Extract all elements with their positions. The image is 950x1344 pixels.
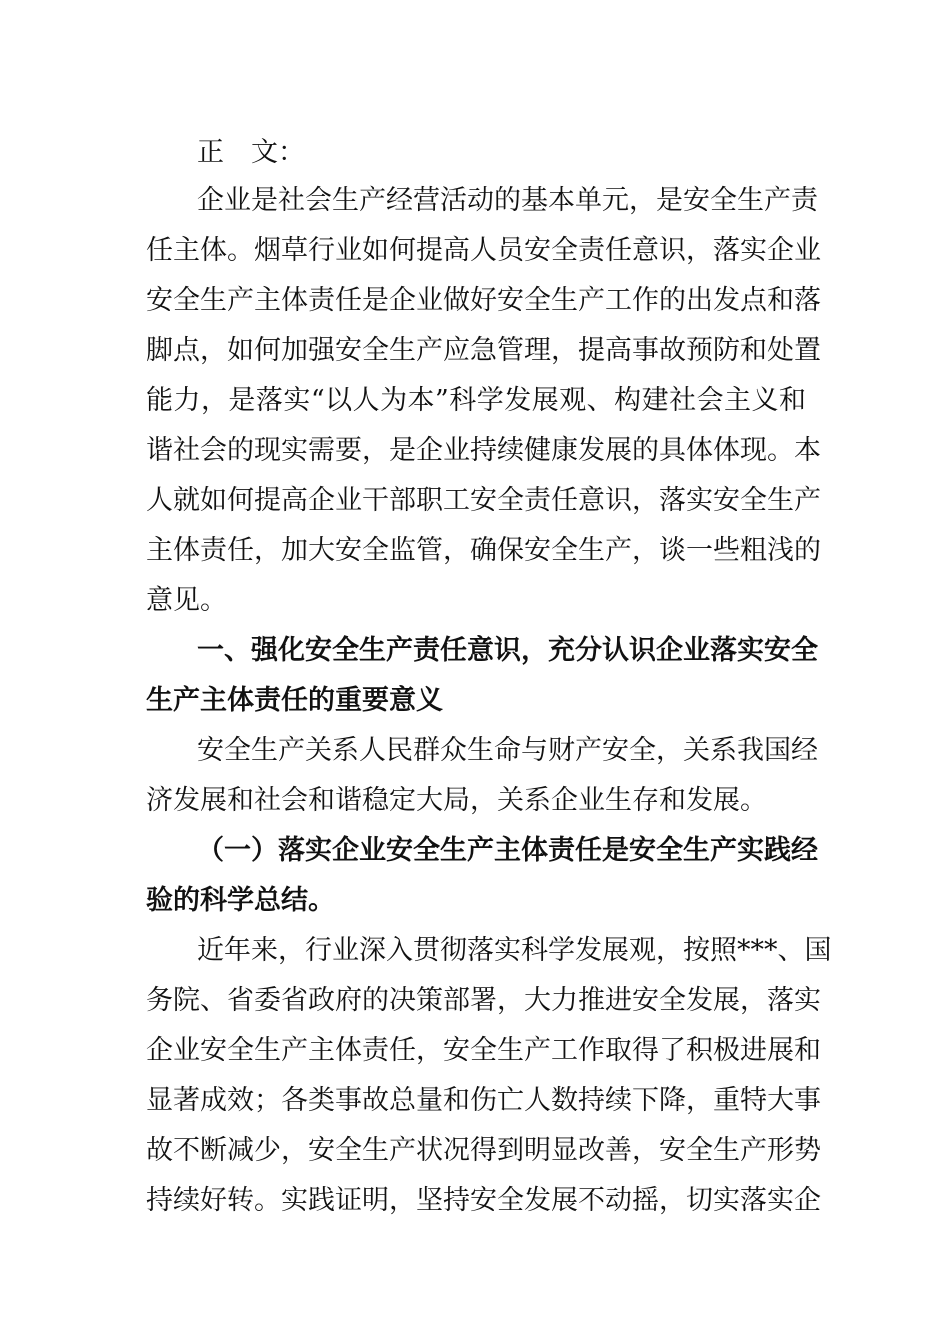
paragraph-line: 主体责任，加大安全监管，确保安全生产，谈一些粗浅的 [146,535,821,566]
paragraph-line: 显著成效；各类事故总量和伤亡人数持续下降，重特大事 [146,1085,821,1116]
paragraph-line: 务院、省委省政府的决策部署，大力推进安全发展，落实 [146,985,821,1016]
paragraph-line: 安全生产主体责任是企业做好安全生产工作的出发点和落 [146,285,821,316]
paragraph-line: 意见。 [146,585,227,616]
paragraph-line: 安全生产关系人民群众生命与财产安全，关系我国经 [197,735,818,766]
paragraph-line: 能力，是落实“以人为本”科学发展观、构建社会主义和 [146,385,806,416]
paragraph-line: 济发展和社会和谐稳定大局，关系企业生存和发展。 [146,785,767,816]
section-heading: 生产主体责任的重要意义 [146,685,443,716]
paragraph-line: 企业是社会生产经营活动的基本单元，是安全生产责 [197,185,818,216]
paragraph-line: 人就如何提高企业干部职工安全责任意识，落实安全生产 [146,485,821,516]
paragraph-line: 持续好转。实践证明，坚持安全发展不动摇，切实落实企 [146,1185,821,1216]
subsection-heading: 验的科学总结。 [146,885,335,916]
body-label: 正 文： [197,137,305,168]
paragraph-line: 企业安全生产主体责任，安全生产工作取得了积极进展和 [146,1035,821,1066]
subsection-heading: （一）落实企业安全生产主体责任是安全生产实践经 [197,835,818,866]
paragraph-line: 谐社会的现实需要，是企业持续健康发展的具体体现。本 [146,435,821,466]
paragraph-line: 故不断减少，安全生产状况得到明显改善，安全生产形势 [146,1135,821,1166]
paragraph-line: 近年来，行业深入贯彻落实科学发展观，按照***、国 [197,935,832,966]
paragraph-line: 任主体。烟草行业如何提高人员安全责任意识，落实企业 [146,235,821,266]
paragraph-line: 脚点，如何加强安全生产应急管理，提高事故预防和处置 [146,335,821,366]
section-heading: 一、强化安全生产责任意识，充分认识企业落实安全 [197,635,818,666]
